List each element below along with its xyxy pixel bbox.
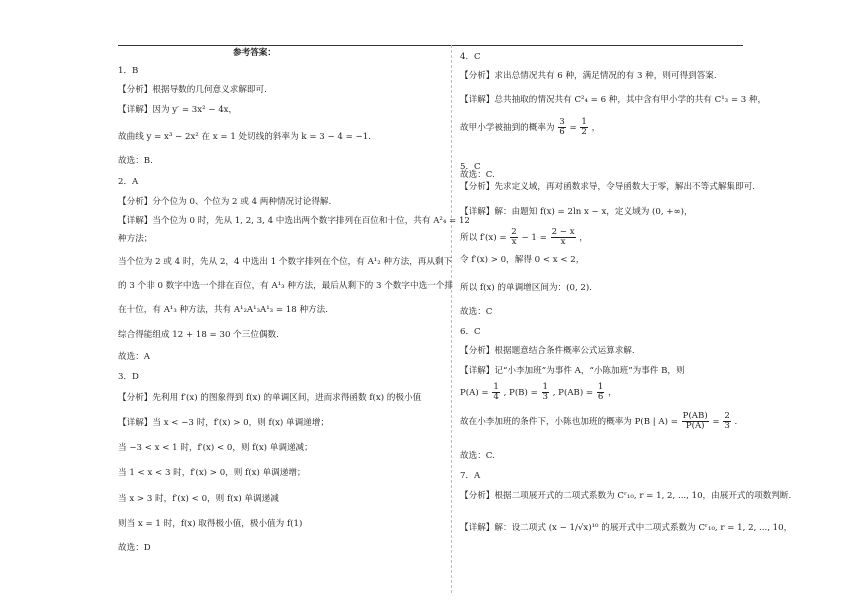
right-line: 【分析】先求定义域，再对函数求导，令导函数大于零，解出不等式解集即可. — [460, 182, 755, 192]
right-line: 【分析】求出总情况共有 6 种，满足情况的有 3 种，则可得到答案. — [460, 71, 717, 81]
right-line: 所以 f(x) 的单调增区间为：(0, 2). — [460, 283, 592, 293]
q6-pab-fraction: $\frac{1}{6}$ — [597, 382, 604, 402]
q6-cond-fraction: $\frac{P(AB)}{P(A)}$ — [682, 411, 708, 431]
q4-fraction-2: $\frac{1}{2}$ — [581, 117, 587, 137]
left-line: 种方法； — [118, 234, 153, 244]
right-line: 故选：C — [460, 307, 493, 317]
right-line: 故选：C. — [460, 451, 495, 461]
left-line: 当个位为 2 或 4 时，先从 2，4 中选出 1 个数字排列在个位，有 A¹₂ 种方法，再从剩下 — [118, 257, 453, 267]
left-line: 则当 x = 1 时，f(x) 取得极小值，极小值为 f(1) — [118, 519, 303, 529]
q6-conditional-line: 故在小李加班的条件下，小陈也加班的概率为 P(B | A) = $\frac{P(AB)}{P(A)}$ = $\frac{2}{3}$ . — [460, 411, 738, 431]
left-line: 当 1 < x < 3 时，f′(x) > 0，则 f(x) 单调递增； — [118, 468, 306, 478]
left-line: 1．B — [118, 66, 139, 76]
q5-fraction-1: $\frac{2}{x}$ — [511, 227, 517, 247]
left-line: 【分析】根据导数的几何意义求解即可. — [118, 85, 267, 95]
right-line: 5．C — [460, 162, 481, 172]
q6-pa-fraction: $\frac{1}{4}$ — [493, 382, 499, 402]
left-line: 当 x > 3 时，f′(x) < 0，则 f(x) 单调递减 — [118, 494, 279, 504]
right-line: 【分析】根据二项展开式的二项式系数为 Cʳ₁₀, r = 1, 2, ..., 10，由展开式的项数判断. — [460, 491, 792, 501]
left-line: 【详解】当个位为 0 时，先从 1, 2, 3, 4 中选出两个数字排列在百位和十位，共有 A²₄ = 12 — [118, 216, 470, 226]
left-line: 2．A — [118, 177, 139, 187]
left-line: 当 −3 < x < 1 时，f′(x) < 0，则 f(x) 单调递减； — [118, 443, 313, 453]
left-line: 故选：A — [118, 352, 150, 362]
q7-detail-line: 【详解】解：设二项式 (x − 1/√x)¹⁰ 的展开式中二项式系数为 Cʳ₁₀, r = 1, 2, ..., 10， — [460, 523, 793, 533]
left-line: 【详解】当 x < −3 时，f′(x) > 0，则 f(x) 单调递增； — [118, 418, 329, 428]
q6-result-fraction: $\frac{2}{3}$ — [724, 411, 730, 431]
right-line: 令 f′(x) > 0，解得 0 < x < 2， — [460, 255, 585, 265]
q7-binomial-expression: (x − 1/√x)¹⁰ — [548, 523, 599, 533]
page-title: 参考答案： — [233, 48, 276, 58]
left-line: 故选：B. — [118, 156, 153, 166]
q4-probability-line: 故甲小学被抽到的概率为 $\frac{3}{6}$ = $\frac{1}{2}$ ， — [460, 117, 601, 137]
q6-probabilities-line: P(A) = $\frac{1}{4}$ , P(B) = $\frac{1}{3}$ , P(AB) = $\frac{1}{6}$ ， — [460, 382, 617, 402]
left-line: 3．D — [118, 372, 139, 382]
q4-fraction-1: $\frac{3}{6}$ — [559, 117, 565, 137]
q5-fraction-2: $\frac{2 - x}{x}$ — [551, 227, 575, 247]
left-line: 的 3 个非 0 数字中选一个排在百位，有 A¹₃ 种方法，最后从剩下的 3 个数字中选一个排 — [118, 281, 453, 291]
right-line: 【详解】记“小李加班”为事件 A，“小陈加班”为事件 B，则 — [460, 366, 685, 376]
left-line: 故曲线 y = x³ − 2x² 在 x = 1 处切线的斜率为 k = 3 − 4 = −1. — [118, 132, 371, 142]
column-divider — [451, 45, 452, 593]
right-line: 6．C — [460, 327, 481, 337]
left-line: 【详解】因为 y′ = 3x² − 4x， — [118, 105, 238, 115]
right-line: 【详解】解：由题知 f(x) = 2ln x − x，定义域为 (0, +∞)， — [460, 207, 693, 217]
left-line: 故选：D — [118, 543, 151, 553]
right-line: 4．C — [460, 52, 481, 62]
right-line: 【分析】根据题意结合条件概率公式运算求解. — [460, 346, 635, 356]
left-line: 【分析】分个位为 0、个位为 2 或 4 两种情况讨论得解. — [118, 197, 332, 207]
top-rule — [118, 45, 743, 46]
q5-derivative-line: 所以 f′(x) = $\frac{2}{x}$ − 1 = $\frac{2 - x}{x}$ ， — [460, 227, 588, 247]
left-line: 在十位，有 A¹₃ 种方法，共有 A¹₂A¹₃A¹₃ = 18 种方法. — [118, 305, 328, 315]
left-line: 【分析】先利用 f′(x) 的图象得到 f(x) 的单调区间，进而求得函数 f(x) 的极小值 — [118, 393, 422, 403]
q4-prob-text: 故甲小学被抽到的概率为 — [460, 123, 555, 133]
q6-pb-fraction: $\frac{1}{3}$ — [542, 382, 548, 402]
left-line: 综合得能组成 12 + 18 = 30 个三位偶数. — [118, 330, 279, 340]
right-line: 7．A — [460, 471, 481, 481]
right-line: 【详解】总共抽取的情况共有 C²₄ = 6 种，其中含有甲小学的共有 C¹₃ = 3 种， — [460, 95, 767, 105]
right-line: 故选：C. — [460, 170, 495, 180]
